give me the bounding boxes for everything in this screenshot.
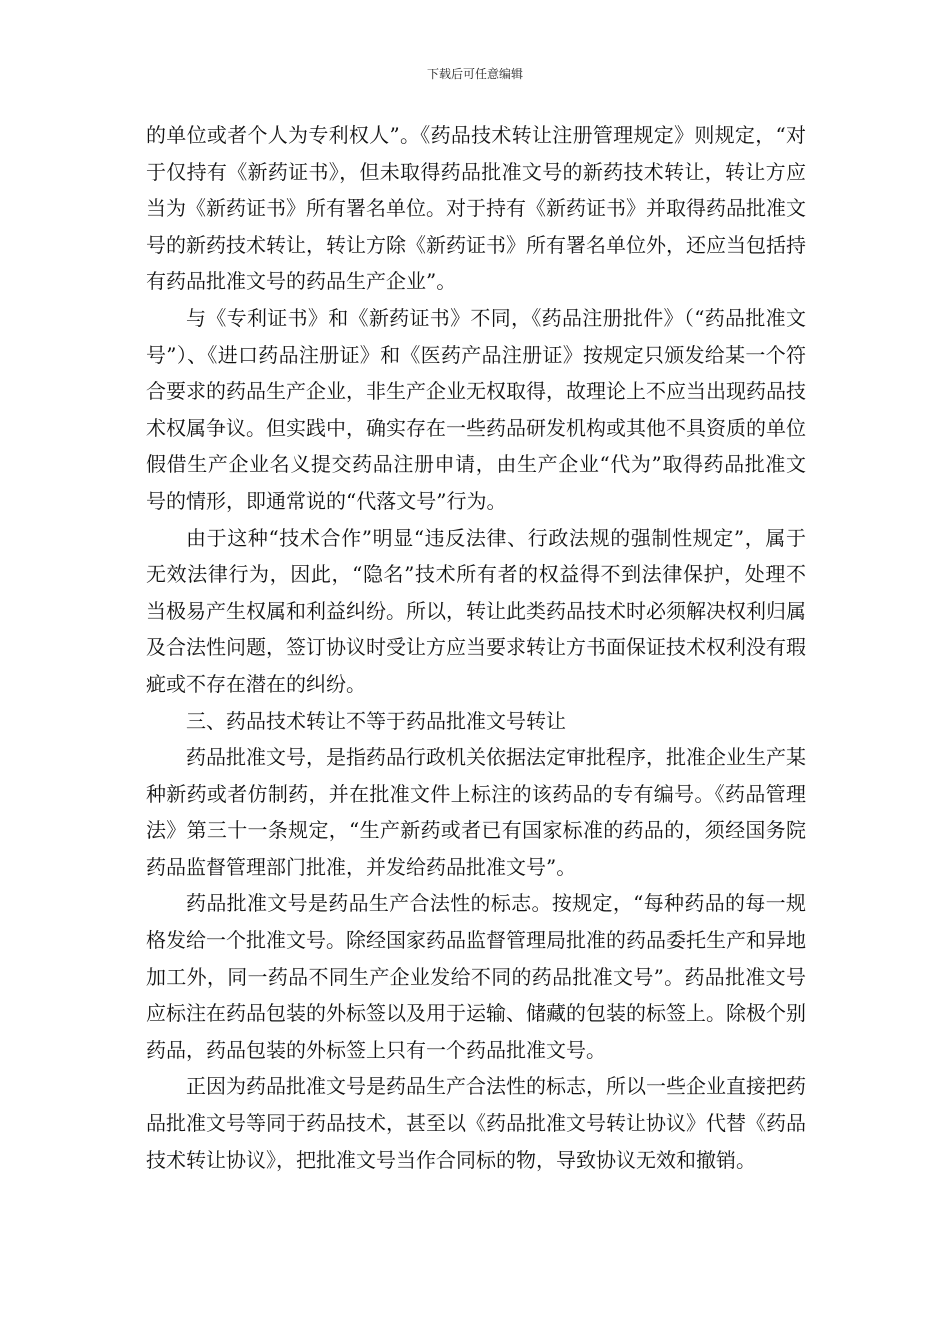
paragraph-1: 的单位或者个人为专利权人”。《药品技术转让注册管理规定》则规定，“对于仅持有《新药证书》，但未取得药品批准文号的新药技术转让，转让方应当为《新药证书》所有署名单位。对于持有《新药证书》并取得药品批准文号的新药技术转让，转让方除《新药证书》所有署名单位外，还应当包括持有药品批准文号的药品生产企业”。 <box>146 123 806 294</box>
page-header-note: 下载后可任意编辑 <box>426 67 523 81</box>
paragraph-2: 与《专利证书》和《新药证书》不同，《药品注册批件》（“药品批准文号”）、《进口药品注册证》和《医药产品注册证》按规定只颁发给某一个符合要求的药品生产企业，非生产企业无权取得，故理论上不应当出现药品技术权属争议。但实践中，确实存在一些药品研发机构或其他不具资质的单位假借生产企业名义提交药品注册申请，由生产企业“代为”取得药品批准文号的情形，即通常说的“代落文号”行为。 <box>146 305 806 513</box>
document-body <box>146 117 806 1178</box>
section-heading-3: 三、药品技术转让不等于药品批准文号转让 <box>186 708 566 733</box>
paragraph-6: 正因为药品批准文号是药品生产合法性的标志，所以一些企业直接把药品批准文号等同于药品技术，甚至以《药品批准文号转让协议》代替《药品技术转让协议》，把批准文号当作合同标的物，导致协议无效和撤销。 <box>146 1074 806 1172</box>
paragraph-3: 由于这种“技术合作”明显“违反法律、行政法规的强制性规定”，属于无效法律行为，因此，“隐名”技术所有者的权益得不到法律保护，处理不当极易产生权属和利益纠纷。所以，转让此类药品技术时必须解决权利归属及合法性问题，签订协议时受让方应当要求转让方书面保证技术权利没有瑕疵或不存在潜在的纠纷。 <box>146 525 806 696</box>
paragraph-5: 药品批准文号是药品生产合法性的标志。按规定，“每种药品的每一规格发给一个批准文号。除经国家药品监督管理局批准的药品委托生产和异地加工外，同一药品不同生产企业发给不同的药品批准文号”。药品批准文号应标注在药品包装的外标签以及用于运输、储藏的包装的标签上。除极个别药品，药品包装的外标签上只有一个药品批准文号。 <box>146 891 806 1062</box>
paragraph-4: 药品批准文号，是指药品行政机关依据法定审批程序，批准企业生产某种新药或者仿制药，并在批准文件上标注的该药品的专有编号。《药品管理法》第三十一条规定，“生产新药或者已有国家标准的药品的，须经国务院药品监督管理部门批准，并发给药品批准文号”。 <box>146 745 806 879</box>
